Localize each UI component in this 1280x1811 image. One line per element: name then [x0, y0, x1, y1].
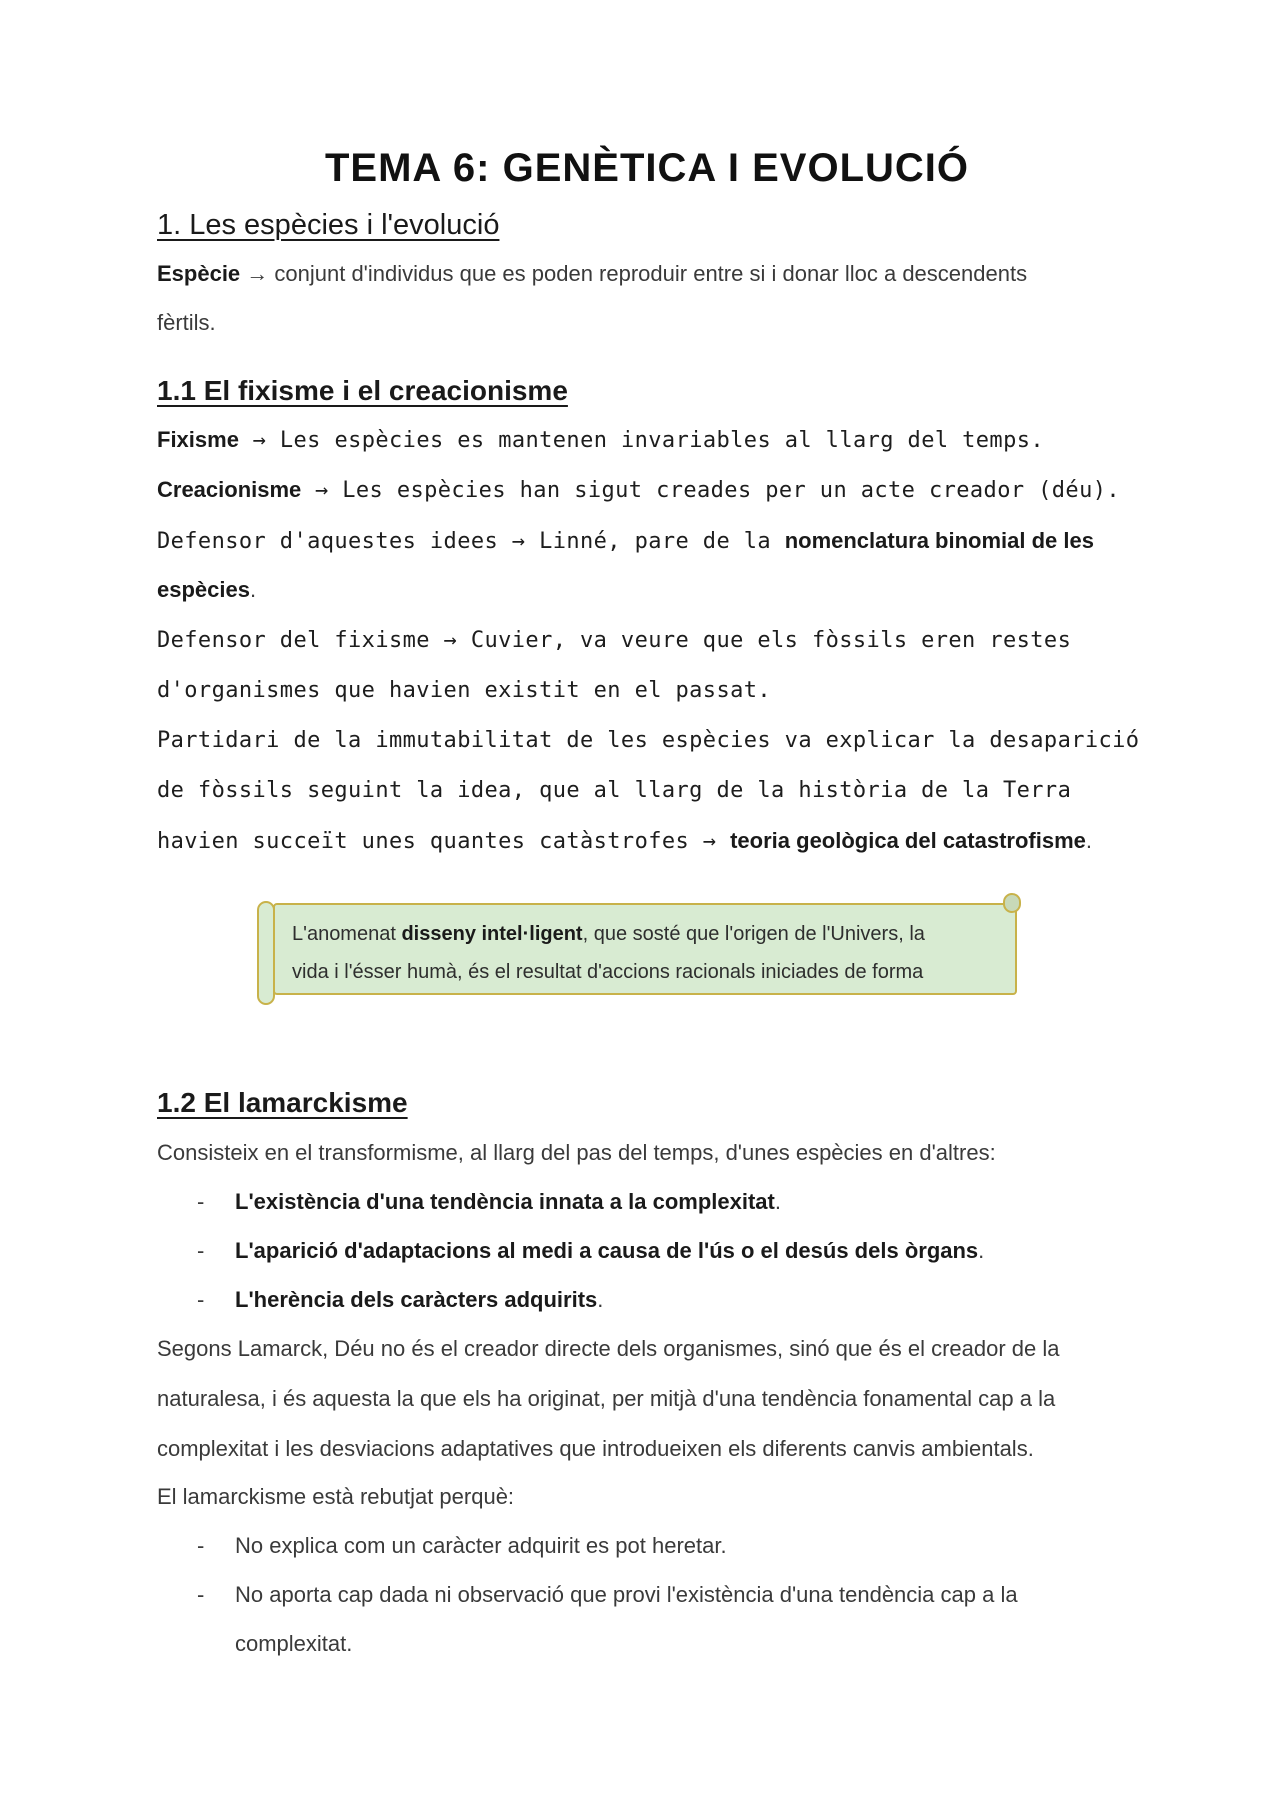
linne-defensor [157, 526, 1094, 557]
creacionisme-definition [157, 475, 1120, 506]
list-item-text: L'existència d'una tendència innata a la complexitat [235, 1189, 775, 1214]
section-heading-lamarckisme: 1.2 El lamarckisme [157, 1087, 408, 1118]
list-dash: - [197, 1189, 205, 1214]
list-item [197, 1236, 984, 1266]
list-item-text: L'herència dels caràcters adquirits [235, 1287, 598, 1312]
linne-defensor-cont [157, 575, 256, 605]
fixisme-definition [157, 425, 1044, 456]
partidari-line-3-text: havien succeït unes quantes catàstrofes → [157, 829, 731, 854]
callout-line-2: vida i l'ésser humà, és el resultat d'accions racionals iniciades de forma [292, 961, 924, 983]
lamarck-para-line-3: complexitat i les desviacions adaptatives que introdueixen els diferents canvis ambientals. [157, 1436, 1034, 1461]
partidari-line-1: Partidari de la immutabilitat de les espècies va explicar la desaparició [157, 728, 1140, 753]
especie-definition [157, 259, 1027, 289]
scroll-roll-left-icon [257, 901, 275, 1005]
section-heading-species: 1. Les espècies i l'evolució [157, 209, 500, 241]
cuvier-line-2: d'organismes que havien existit en el passat. [157, 678, 772, 703]
linne-bold: nomenclatura binomial de les [784, 528, 1094, 553]
list-item-text: L'aparició d'adaptacions al medi a causa de l'ús o el desús dels òrgans [235, 1238, 979, 1263]
creacionisme-term: Creacionisme [157, 477, 302, 502]
list-dash: - [197, 1533, 205, 1558]
callout-line-1-a: L'anomenat [292, 923, 402, 945]
linne-text: Defensor d'aquestes idees → Linné, pare de la [157, 529, 785, 554]
callout-scroll [257, 893, 1017, 1005]
especie-def-text: → conjunt d'individus que es poden reproduir entre si i donar lloc a descendents [240, 261, 1028, 286]
list-item [197, 1187, 781, 1217]
list-item-period: . [774, 1189, 781, 1214]
partidari-line-2: de fòssils seguint la idea, que al llarg de la història de la Terra [157, 778, 1072, 803]
catastrofisme-period: . [1085, 828, 1093, 853]
list-item-cont [197, 1629, 352, 1659]
callout-line-1-b: , que sosté que l'origen de l'Univers, la [582, 923, 925, 945]
list-item [197, 1531, 727, 1561]
lamarckisme-intro: Consisteix en el transformisme, al llarg del pas del temps, d'unes espècies en d'altres: [157, 1140, 996, 1165]
list-item-text: No aporta cap dada ni observació que provi l'existència d'una tendència cap a la [235, 1582, 1018, 1607]
list-item [197, 1580, 1018, 1610]
section-heading-fixisme: 1.1 El fixisme i el creacionisme [157, 375, 568, 406]
list-item-period: . [597, 1287, 604, 1312]
linne-period: . [249, 577, 257, 602]
lamarck-para-line-1: Segons Lamarck, Déu no és el creador directe dels organismes, sinó que és el creador de la [157, 1336, 1060, 1361]
rejected-intro: El lamarckisme està rebutjat perquè: [157, 1484, 515, 1509]
list-item [197, 1285, 603, 1315]
fixisme-term: Fixisme [157, 427, 239, 452]
especie-term: Espècie [157, 261, 241, 286]
callout-text [292, 915, 925, 991]
catastrofisme-term: teoria geològica del catastrofisme [730, 828, 1086, 853]
page-title: TEMA 6: GENÈTICA I EVOLUCIÓ [324, 146, 970, 190]
scroll-roll-right-icon [1003, 893, 1021, 913]
disseny-term: disseny intel·ligent [401, 923, 583, 945]
list-dash: - [197, 1287, 205, 1312]
partidari-line-3 [157, 826, 1092, 857]
list-dash: - [197, 1582, 205, 1607]
list-item-text: No explica com un caràcter adquirit es pot heretar. [235, 1533, 727, 1558]
list-item-text: complexitat. [235, 1631, 353, 1656]
linne-bold-2: espècies [157, 577, 250, 602]
callout-line-1 [292, 915, 925, 953]
list-dash: - [197, 1238, 205, 1263]
creacionisme-def-text: → Les espècies han sigut creades per un acte creador (déu). [301, 478, 1121, 503]
lamarck-para-line-2: naturalesa, i és aquesta la que els ha originat, per mitjà d'una tendència fonamental cap a la [157, 1386, 1056, 1411]
cuvier-line-1: Defensor del fixisme → Cuvier, va veure que els fòssils eren restes [157, 628, 1072, 653]
especie-definition-cont: fèrtils. [157, 310, 216, 335]
list-item-period: . [978, 1238, 985, 1263]
fixisme-def-text: → Les espècies es mantenen invariables al llarg del temps. [238, 428, 1044, 453]
